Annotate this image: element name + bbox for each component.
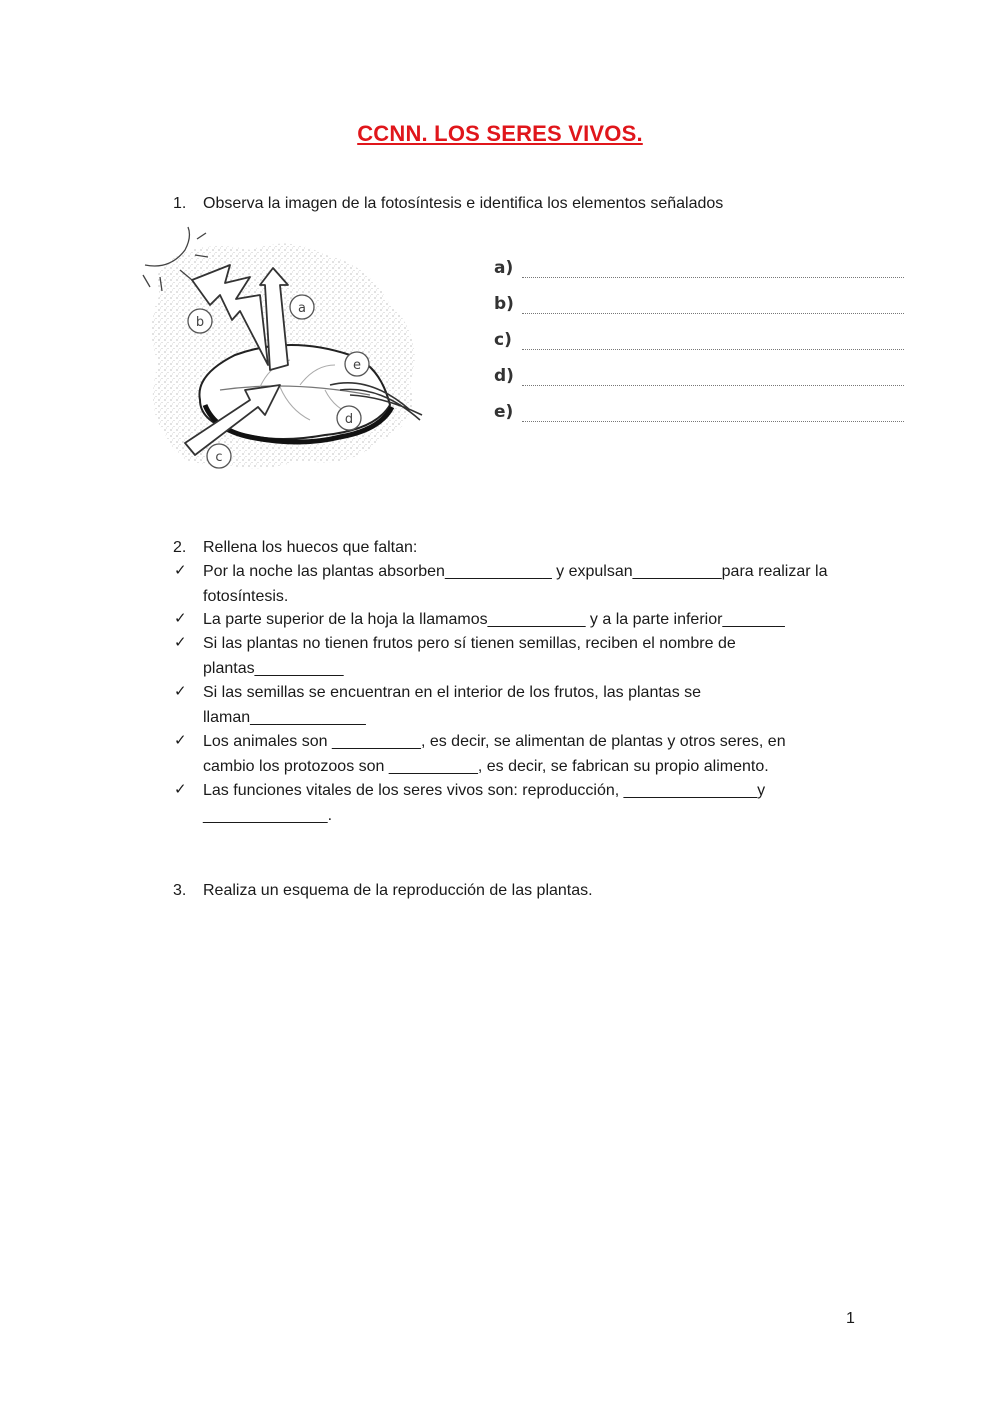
figure-label-a	[290, 295, 314, 319]
answer-row	[494, 258, 904, 286]
figure-label-b	[188, 309, 212, 333]
label-b-text: b	[195, 315, 205, 330]
list-item	[203, 632, 868, 681]
list-item	[203, 779, 868, 828]
item-line: fotosíntesis.	[203, 587, 289, 605]
answer-row	[494, 330, 904, 358]
question-number: 2.	[173, 539, 187, 556]
item-line: Los animales son __________, es decir, se alimentan de plantas y otros seres, en	[203, 733, 786, 750]
answer-blank-e[interactable]	[522, 421, 904, 422]
answer-label: a)	[494, 258, 514, 278]
answer-label: d)	[494, 366, 514, 386]
label-c-text: c	[215, 450, 223, 465]
item-line: cambio los protozoos son __________, es decir, se fabrican su propio alimento.	[203, 757, 769, 775]
question-text: Realiza un esquema de la reproducción de las plantas.	[203, 882, 593, 899]
page-title: CCNN. LOS SERES VIVOS.	[357, 121, 643, 146]
list-item	[203, 730, 868, 779]
label-a-text: a	[298, 301, 306, 316]
answer-row	[494, 366, 904, 394]
answer-label: b)	[494, 294, 514, 314]
figure-label-e	[345, 352, 369, 376]
answer-row	[494, 402, 904, 430]
check-icon: ✓	[174, 683, 187, 700]
answer-blank-a[interactable]	[522, 277, 904, 278]
photosynthesis-illustration	[140, 225, 430, 485]
item-line: Por la noche las plantas absorben____________ y expulsan__________para realizar la	[203, 563, 828, 580]
item-line: Si las semillas se encuentran en el interior de los frutos, las plantas se	[203, 684, 702, 701]
item-line: La parte superior de la hoja la llamamos___________ y a la parte inferior_______	[203, 611, 785, 628]
answer-blank-b[interactable]	[522, 313, 904, 314]
answer-blank-d[interactable]	[522, 385, 904, 386]
answer-row	[494, 294, 904, 322]
check-icon: ✓	[174, 634, 187, 651]
check-icon: ✓	[174, 610, 187, 627]
question-number: 3.	[173, 882, 187, 899]
list-item	[203, 608, 868, 633]
item-line: llaman_____________	[203, 708, 366, 726]
label-e-text: e	[353, 358, 361, 373]
check-icon: ✓	[174, 562, 187, 579]
figure-label-d	[337, 406, 361, 430]
item-line: Si las plantas no tienen frutos pero sí tienen semillas, reciben el nombre de	[203, 635, 736, 652]
label-d-text: d	[344, 412, 354, 427]
item-line: Las funciones vitales de los seres vivos son: reproducción, _______________y	[203, 782, 766, 799]
figure-label-c	[207, 444, 231, 468]
page-number: 1	[846, 1310, 855, 1327]
answer-blank-c[interactable]	[522, 349, 904, 350]
question-number: 1.	[173, 195, 187, 212]
question-text: Observa la imagen de la fotosíntesis e identifica los elementos señalados	[203, 195, 724, 212]
item-line: plantas__________	[203, 659, 344, 677]
photosynthesis-figure	[140, 225, 430, 485]
answer-label: c)	[494, 330, 512, 350]
list-item	[203, 560, 868, 609]
answer-label: e)	[494, 402, 514, 422]
item-line: ______________.	[203, 806, 333, 824]
check-icon: ✓	[174, 732, 187, 749]
list-item	[203, 681, 868, 730]
check-icon: ✓	[174, 781, 187, 798]
question-text: Rellena los huecos que faltan:	[203, 539, 418, 556]
